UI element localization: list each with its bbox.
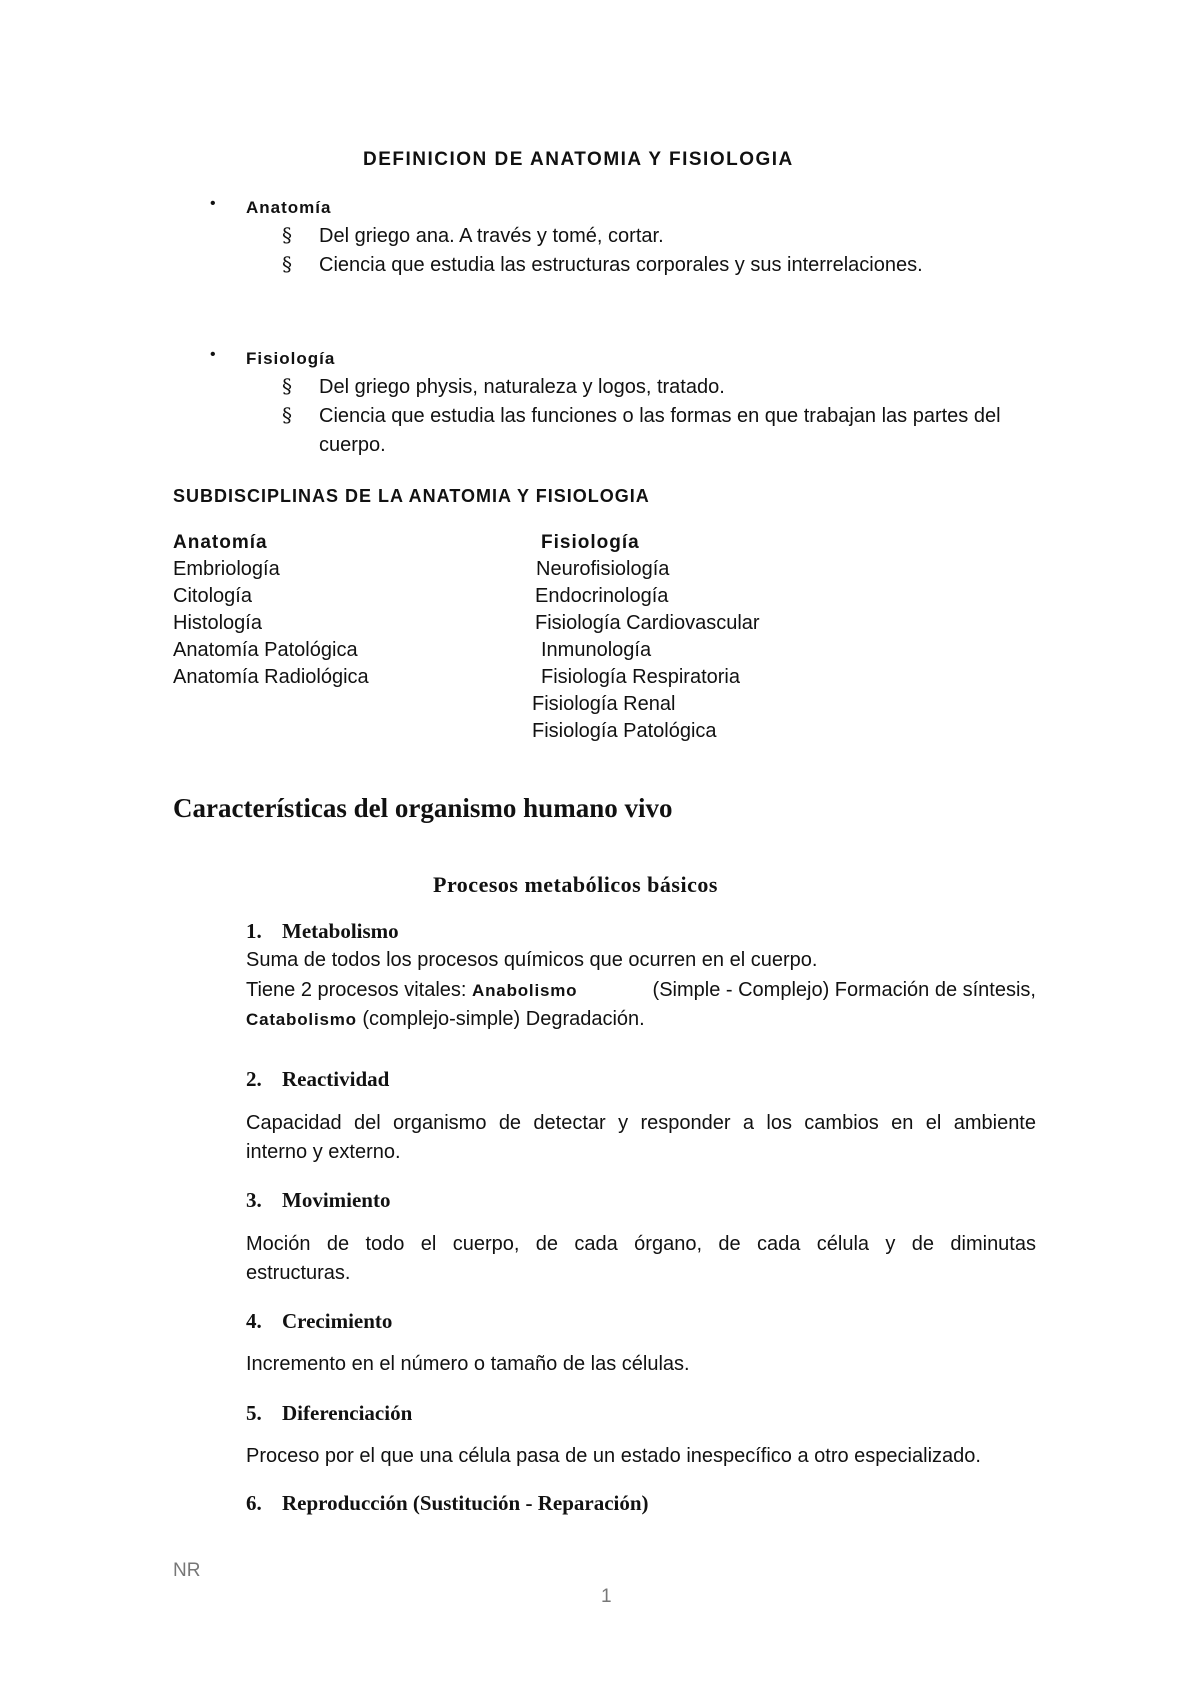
page-title: DEFINICION DE ANATOMIA Y FISIOLOGIA xyxy=(363,149,794,170)
anatomy-item: Anatomía Patológica xyxy=(173,639,358,661)
term-fisiologia: Fisiología xyxy=(246,349,336,368)
physiology-item: Inmunología xyxy=(541,639,652,661)
item-title: Crecimiento xyxy=(282,1309,393,1333)
processes-subheading: Procesos metabólicos básicos xyxy=(433,872,718,897)
anatomy-column-header: Anatomía xyxy=(173,532,268,553)
anatomy-item: Histología xyxy=(173,612,262,634)
item-number: 6. xyxy=(246,1491,262,1515)
item-title: Reproducción (Sustitución - Reparación) xyxy=(282,1491,649,1515)
physiology-item: Fisiología Cardiovascular xyxy=(535,612,760,634)
term-anatomia: Anatomía xyxy=(246,198,332,217)
item-number: 3. xyxy=(246,1188,262,1212)
physiology-item: Fisiología Respiratoria xyxy=(541,666,740,688)
characteristics-heading: Características del organismo humano vivo xyxy=(173,793,673,823)
bullet-anatomia: • xyxy=(210,195,216,212)
metabolism-text: (Simple - Complejo) Formación de síntesis, xyxy=(652,979,1036,1001)
footer-initials: NR xyxy=(173,1560,201,1581)
section-mark: § xyxy=(282,403,292,427)
item-title: Diferenciación xyxy=(282,1401,413,1425)
definition-line: Ciencia que estudia las funciones o las formas en que trabajan las partes del xyxy=(319,405,1001,427)
bullet-fisiologia: • xyxy=(210,346,216,363)
catabolismo-term: Catabolismo xyxy=(246,1010,357,1029)
item-number: 5. xyxy=(246,1401,262,1425)
metabolism-line xyxy=(246,1008,645,1031)
physiology-item: Endocrinología xyxy=(535,585,669,607)
physiology-item: Neurofisiología xyxy=(536,558,670,580)
anatomy-item: Embriología xyxy=(173,558,280,580)
definition-line: Ciencia que estudia las estructuras corporales y sus interrelaciones. xyxy=(319,254,923,276)
section-mark: § xyxy=(282,223,292,247)
subdisciplines-heading: SUBDISCIPLINAS DE LA ANATOMIA Y FISIOLOGIA xyxy=(173,486,650,506)
section-mark: § xyxy=(282,252,292,276)
metabolism-line xyxy=(246,979,1036,1002)
item-text: Moción de todo el cuerpo, de cada órgano, de cada célula y de diminutas xyxy=(246,1233,1036,1255)
item-text: Suma de todos los procesos químicos que ocurren en el cuerpo. xyxy=(246,949,818,971)
item-title: Reactividad xyxy=(282,1067,390,1091)
section-mark: § xyxy=(282,374,292,398)
item-number: 1. xyxy=(246,919,262,943)
item-text: interno y externo. xyxy=(246,1141,401,1163)
anatomy-item: Anatomía Radiológica xyxy=(173,666,369,688)
item-text: Proceso por el que una célula pasa de un estado inespecífico a otro especializado. xyxy=(246,1445,981,1467)
anatomy-item: Citología xyxy=(173,585,252,607)
physiology-item: Fisiología Patológica xyxy=(532,720,717,742)
item-text: Capacidad del organismo de detectar y responder a los cambios en el ambiente xyxy=(246,1112,1036,1134)
anabolismo-term: Anabolismo xyxy=(472,981,578,1000)
physiology-column-header: Fisiología xyxy=(541,532,640,553)
page-number: 1 xyxy=(601,1586,612,1607)
item-title: Metabolismo xyxy=(282,919,399,943)
physiology-item: Fisiología Renal xyxy=(532,693,676,715)
item-title: Movimiento xyxy=(282,1188,391,1212)
item-number: 2. xyxy=(246,1067,262,1091)
item-text: Incremento en el número o tamaño de las células. xyxy=(246,1353,690,1375)
definition-line: cuerpo. xyxy=(319,434,386,456)
item-text: estructuras. xyxy=(246,1262,351,1284)
metabolism-text: Tiene 2 procesos vitales: Anabolismo xyxy=(246,979,578,1001)
item-number: 4. xyxy=(246,1309,262,1333)
definition-line: Del griego ana. A través y tomé, cortar. xyxy=(319,225,664,247)
metabolism-text: (complejo-simple) Degradación. xyxy=(356,1008,645,1030)
definition-line: Del griego physis, naturaleza y logos, tratado. xyxy=(319,376,725,398)
